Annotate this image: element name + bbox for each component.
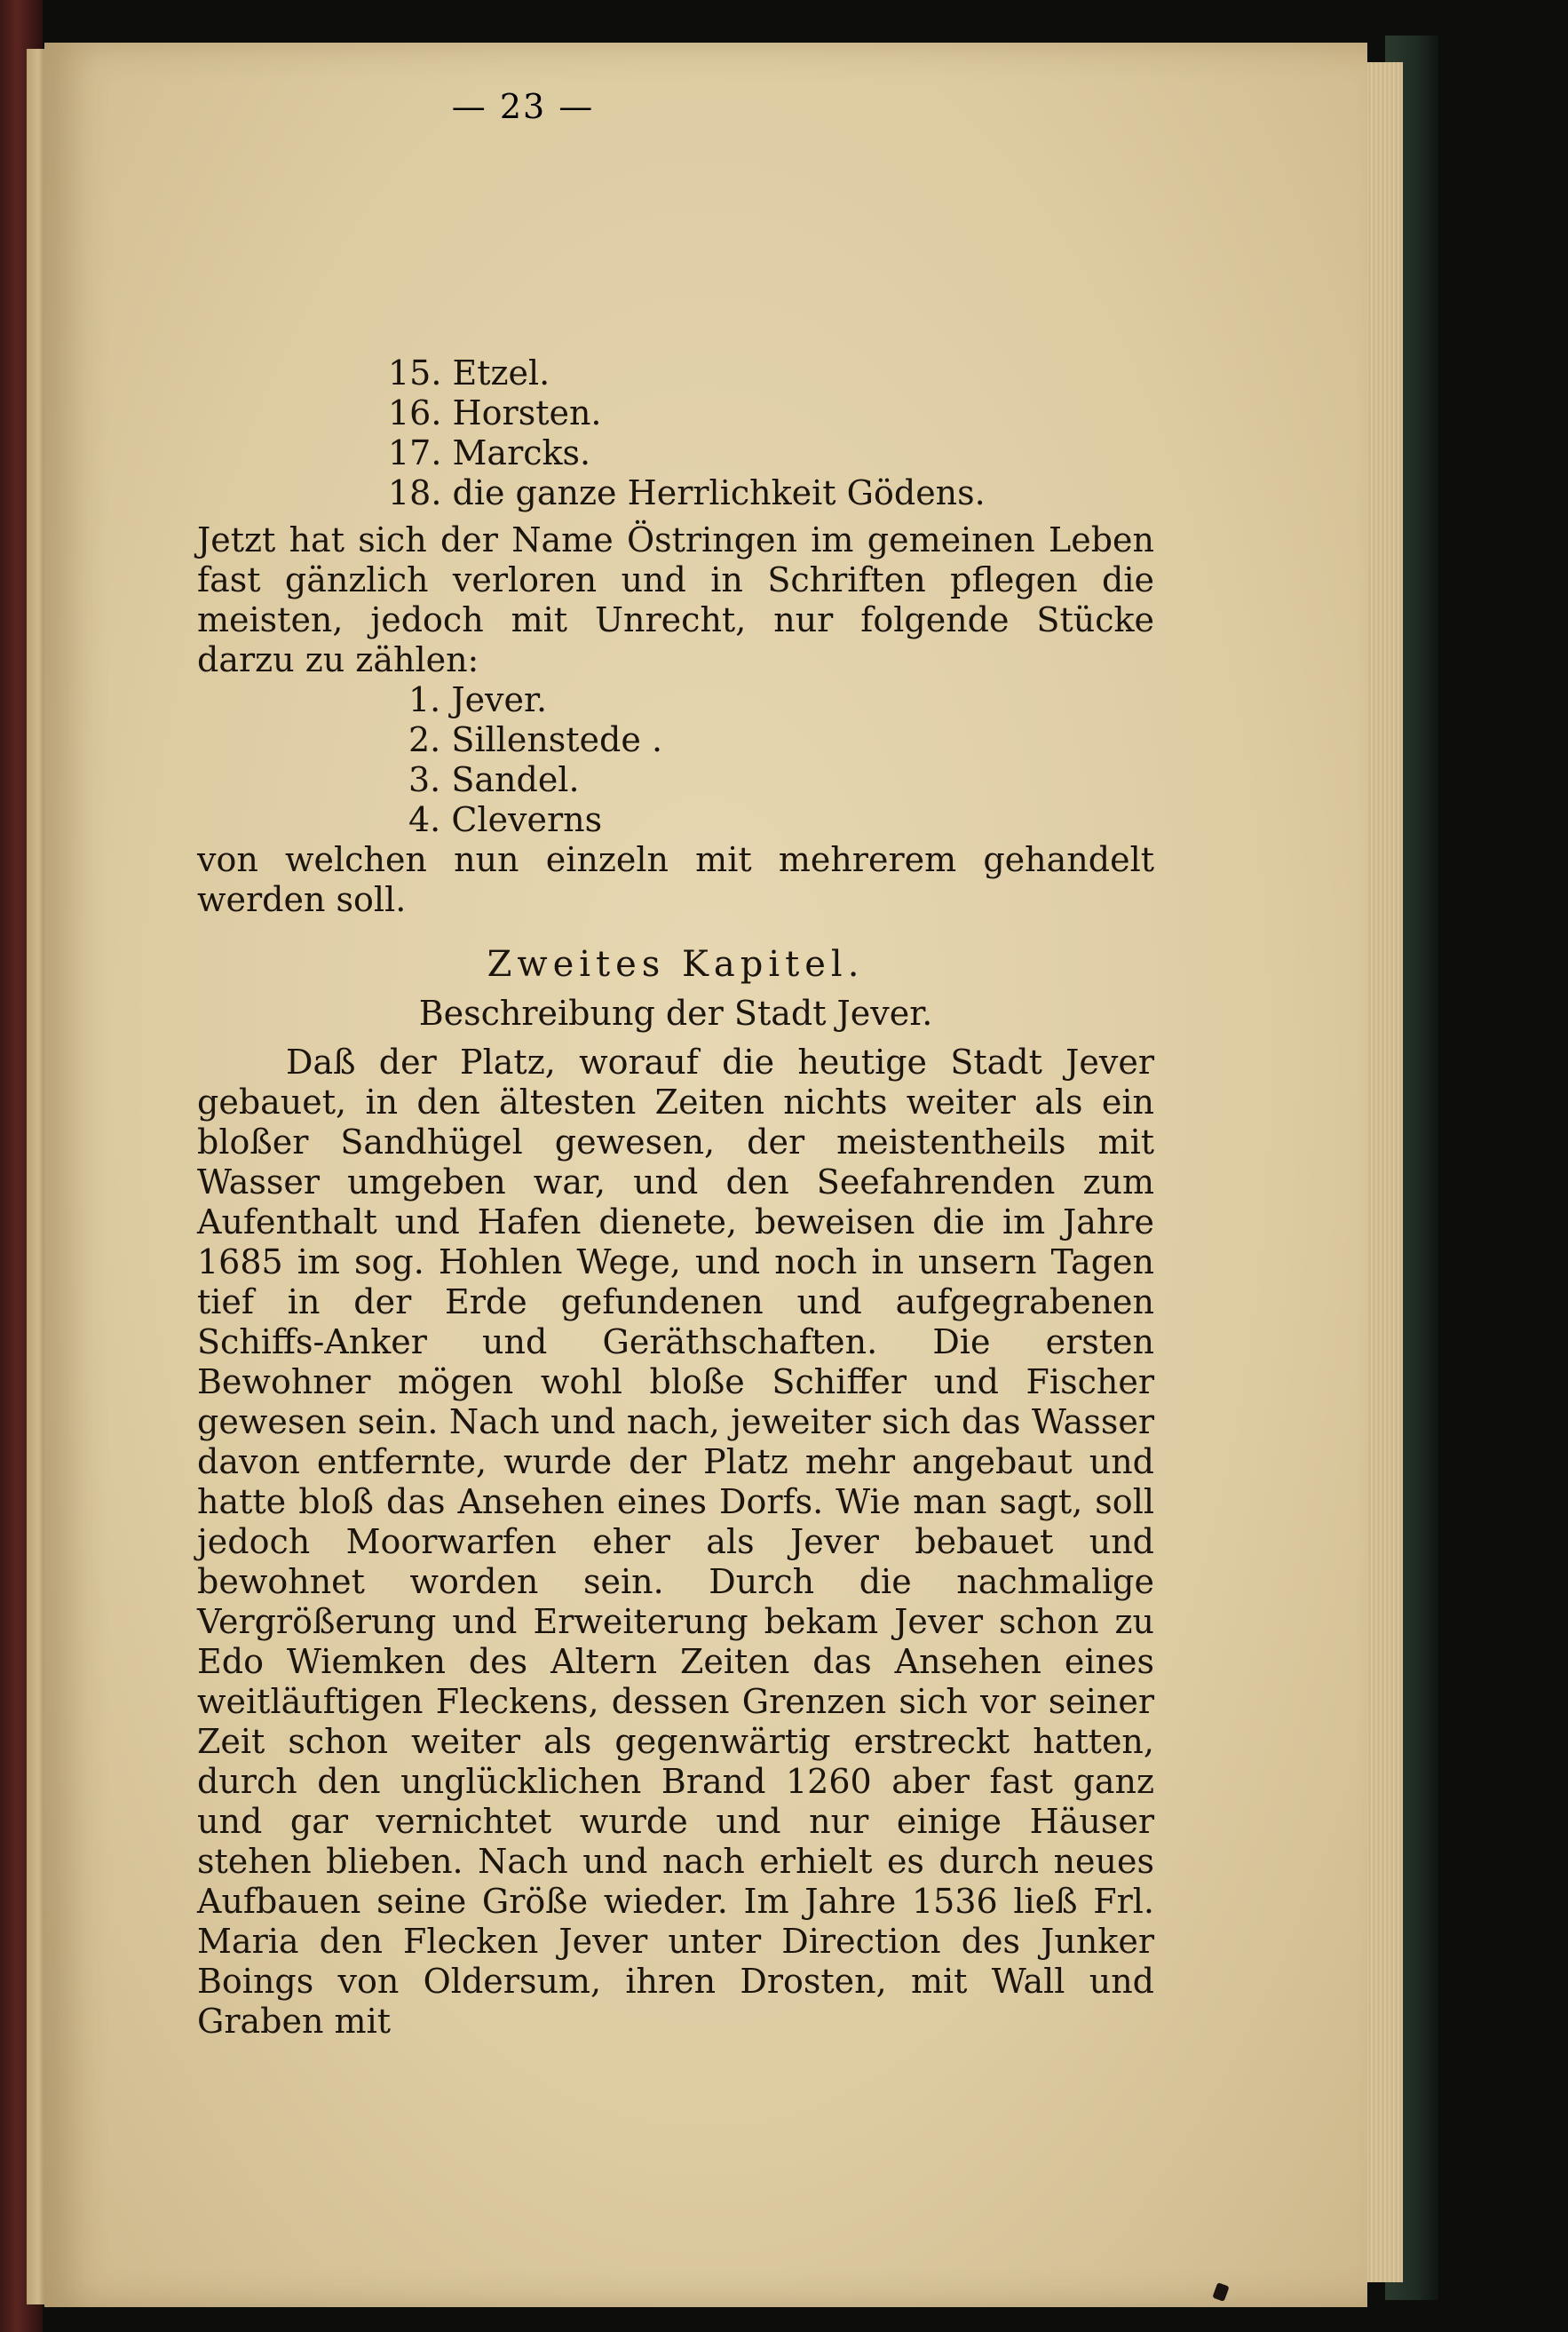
paragraph: Daß der Platz, worauf die heutige Stadt Jever gebauet, in den ältesten Zeiten nichts weiter als ein bloßer Sandhügel gewesen, der meistentheils mit Wasser umgeben war, und den Seefahrenden zum Aufenthalt und Hafen dienete, beweisen die im Jahre 1685 im sog. Hohlen Wege, und noch in unsern Tagen tief in der Erde gefundenen und aufgegrabenen Schiffs-Anker und Geräthschaften. Die ersten Bewohner mögen wohl bloße Schiffer und Fischer gewesen sein. Nach und nach, jeweiter sich das Wasser davon entfernte, wurde der Platz mehr angebaut und hatte bloß das Ansehen eines Dorfs. Wie man sagt, soll jedoch Moorwarfen eher als Jever bebauet und bewohnet worden sein. Durch die nachmalige Vergrößerung und Erweiterung bekam Jever schon zu Edo Wiemken des Altern Zeiten das Ansehen eines weitläuftigen Fleckens, dessen Grenzen sich vor seiner Zeit schon weiter als gegenwärtig erstreckt hatten, durch den unglücklichen Brand 1260 aber fast ganz und gar vernichtet wurde und nur einige Häuser stehen blieben. Nach und nach erhielt es durch neues Aufbauen seine Größe wieder. Im Jahre 1536 ließ Frl. Maria den Flecken Jever unter Direction des Junker Boings von Oldersum, ihren Drosten, mit Wall und Graben mit [197,1043,1154,2041]
list-item: 17. Marcks. [388,433,591,472]
list-item: 4. Cleverns [408,800,603,839]
list-item: 1. Jever. [408,680,548,719]
paragraph: von welchen nun einzeln mit mehrerem gehandelt werden soll. [197,840,1154,919]
chapter-title: Zweites Kapitel. [487,944,865,985]
list-two [197,680,1154,840]
ink-spot [1212,2282,1229,2302]
page-text [197,353,1154,2042]
list-one [197,353,1154,513]
chapter-subtitle: Beschreibung der Stadt Jever. [418,994,933,1033]
page-number: — 23 — [451,87,595,126]
book-page [44,43,1367,2307]
list-item: 2. Sillenstede . [408,720,663,759]
paragraph: Jetzt hat sich der Name Östringen im gemeinen Leben fast gänzlich verloren und in Schriften pflegen die meisten, jedoch mit Unrecht, nur folgende Stücke darzu zu zählen: [197,520,1154,679]
previous-page-edge [27,49,46,2304]
list-item: 18. die ganze Herrlichkeit Gödens. [388,473,986,512]
list-item: 16. Horsten. [388,393,602,432]
list-item: 15. Etzel. [388,353,550,393]
list-item: 3. Sandel. [408,760,580,799]
